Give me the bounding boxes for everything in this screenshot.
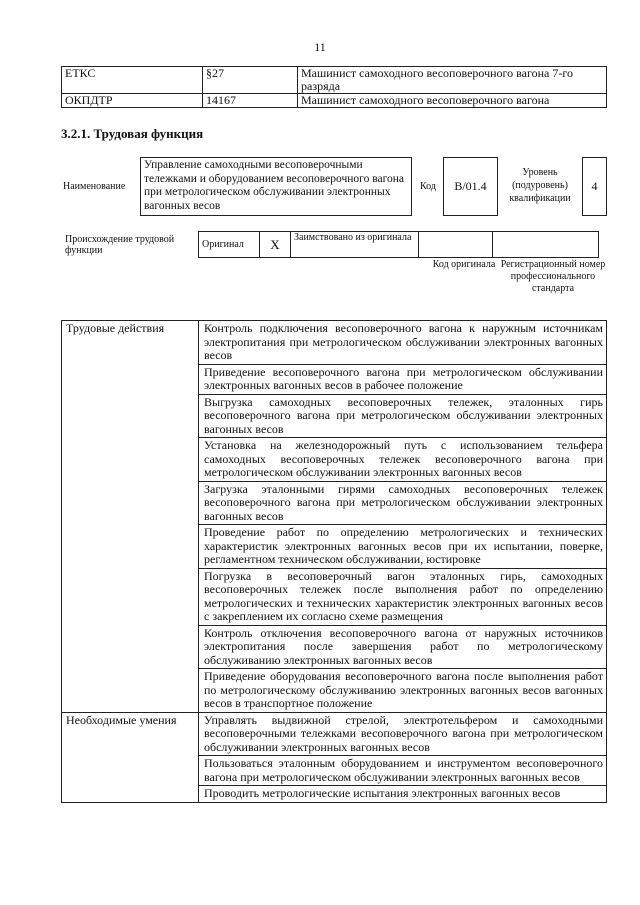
code-system-cell: ЕТКС — [62, 67, 203, 94]
origin-label: Происхождение трудовой функции — [65, 234, 175, 256]
list-item: Управлять выдвижной стрелой, электротельфером и самоходными весоповерочными тележками весоповерочного вагона при метрологическом обслуживании электронных вагонных весов — [199, 712, 607, 756]
function-name: Управление самоходными весоповерочными тележками и оборудованием весоповерочного вагона при метрологическом обслуживании электронных вагонных весов — [140, 157, 412, 216]
code-cell: §27 — [203, 67, 298, 94]
list-item: Пользоваться эталонным оборудованием и инструментом весоповерочного вагона при метрологическом обслуживании электронных вагонных весов — [199, 756, 607, 786]
function-details-table — [61, 320, 607, 803]
section-title: 3.2.1. Трудовая функция — [61, 126, 204, 141]
code-cell: 14167 — [203, 94, 298, 108]
origin-code-cell — [419, 232, 493, 258]
origin-table — [198, 231, 599, 258]
list-item: Приведение оборудования весоповерочного вагона после выполнения работ по метрологическому обслуживанию электронных вагонных весов вагонных весов в транспортное положение — [199, 669, 607, 713]
original-mark: X — [260, 232, 291, 258]
table-row — [62, 94, 607, 108]
list-item: Проводить метрологические испытания электронных вагонных весов — [199, 786, 607, 803]
list-item: Выгрузка самоходных весоповерочных тележек, эталонных гирь весоповерочного вагона при метрологическом обслуживании электронных вагонных весов — [199, 394, 607, 438]
page-number: 11 — [314, 40, 326, 54]
borrowed-label: Заимствовано из оригинала — [291, 232, 419, 258]
code-label: Код — [420, 181, 436, 192]
origin-reg-cell — [493, 232, 599, 258]
list-item: Погрузка в весоповерочный вагон эталонных гирь, самоходных весоповерочных тележек после выполнения работ по определению метрологических и технических характеристик электронных вагонных весов с закреплением их согласно схеме размещения — [199, 568, 607, 625]
code-system-cell: ОКПДТР — [62, 94, 203, 108]
list-item: Загрузка эталонными гирями самоходных весоповерочных тележек весоповерочного вагона при метрологическом обслуживании электронных вагонных весов — [199, 481, 607, 525]
qualification-level: 4 — [582, 157, 607, 216]
origin-code-caption: Код оригинала — [432, 259, 496, 270]
table-row — [62, 67, 607, 94]
title-cell: Машинист самоходного весоповерочного вагона 7-го разряда — [298, 67, 607, 94]
table-row — [199, 232, 599, 258]
level-label: Уровень (подуровень) квалификации — [509, 167, 571, 204]
name-label: Наименование — [63, 181, 126, 192]
list-item: Контроль подключения весоповерочного вагона к наружным источникам электропитания при метрологическом обслуживании электронных вагонных весов — [199, 321, 607, 365]
list-item: Приведение весоповерочного вагона при метрологическом обслуживании электронных вагонных весов в рабочее положение — [199, 364, 607, 394]
origin-reg-caption: Регистрационный номер профессионального стандарта — [500, 259, 606, 294]
table-row — [62, 712, 607, 756]
function-code: В/01.4 — [443, 157, 498, 216]
title-cell: Машинист самоходного весоповерочного вагона — [298, 94, 607, 108]
category-required-skills: Необходимые умения — [62, 712, 199, 802]
category-labor-actions: Трудовые действия — [62, 321, 199, 713]
list-item: Контроль отключения весоповерочного вагона от наружных источников электропитания после завершения работ по метрологическому обслуживанию электронных вагонных весов — [199, 625, 607, 669]
original-label: Оригинал — [199, 232, 260, 258]
list-item: Установка на железнодорожный путь с использованием тельфера самоходных весоповерочных тележек весоповерочного вагона при метрологическом обслуживании электронных вагонных весов — [199, 438, 607, 482]
reference-codes-table — [61, 66, 607, 108]
table-row — [62, 321, 607, 365]
list-item: Проведение работ по определению метрологических и технических характеристик электронных вагонных весов при их испытании, поверке, регламентном техническом обслуживании, юстировке — [199, 525, 607, 569]
